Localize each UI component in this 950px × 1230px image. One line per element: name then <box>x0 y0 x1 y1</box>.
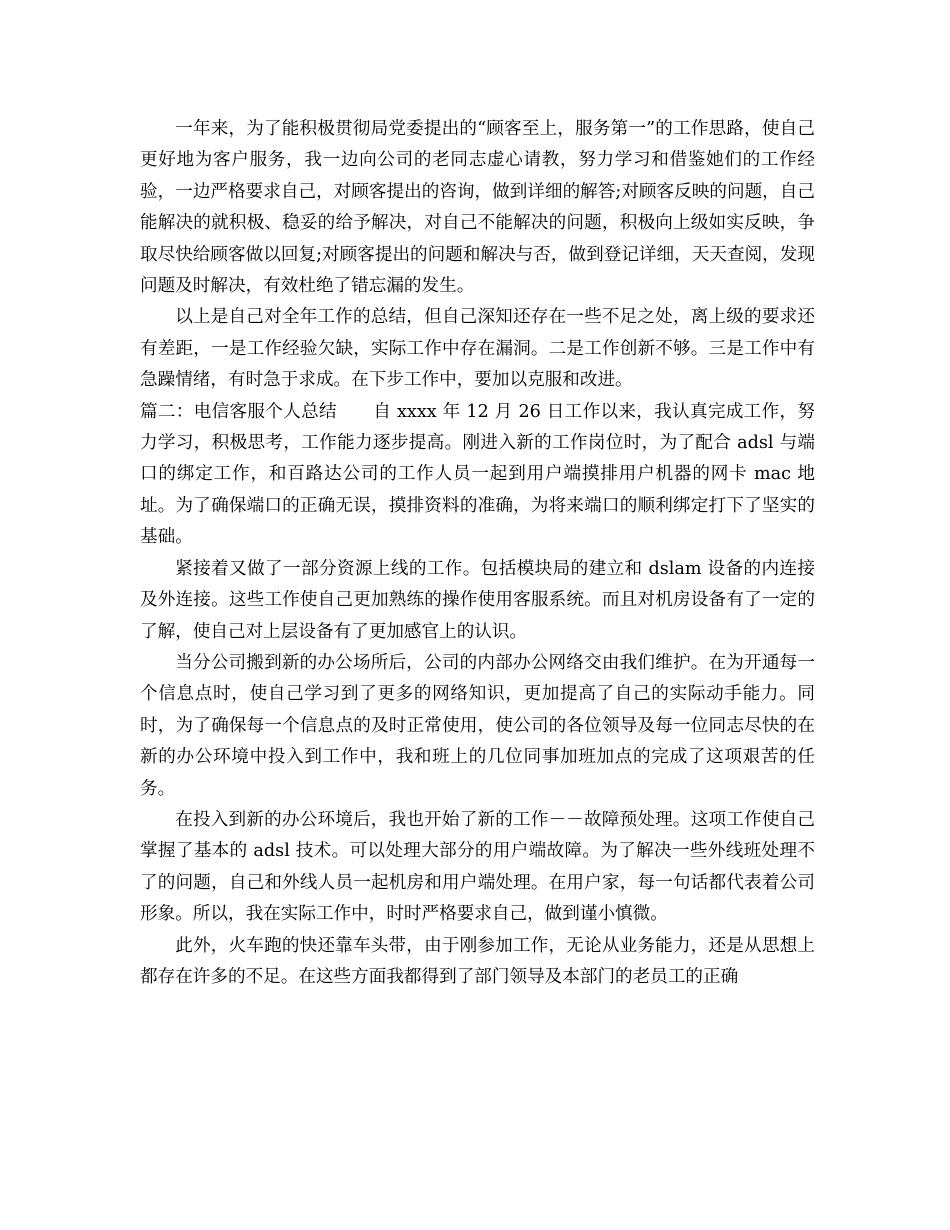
paragraph-fault-handling: 在投入到新的办公环境后，我也开始了新的工作－－故障预处理。这项工作使自己掌握了基本的 adsl 技术。可以处理大部分的用户端故障。为了解决一些外线班处理不了的问题，自己和外线人员一起机房和用户端处理。在用户家，每一句话都代表着公司形象。所以，我在实际工作中，时时严格要求自己，做到谨小慎微。 <box>140 809 815 925</box>
section-first-paragraph: 自 xxxx 年 12 月 26 日工作以来，我认真完成工作，努力学习，积极思考，工作能力逐步提高。刚进入新的工作岗位时，为了配合 adsl 与端口的绑定工作，和百路达公司的工作人员一起到用户端摸排用户机器的网卡 mac 地址。为了确保端口的正确无误，摸排资料的准确，为将来端口的顺利绑定打下了坚实的基础。 <box>140 401 815 548</box>
paragraph-resources-online: 紧接着又做了一部分资源上线的工作。包括模块局的建立和 dslam 设备的内连接及外连接。这些工作使自己更加熟练的操作使用客服系统。而且对机房设备有了一定的了解，使自己对上层设备有了更加感官上的认识。 <box>140 558 815 642</box>
paragraph-work-approach: 一年来，为了能积极贯彻局党委提出的“顾客至上，服务第一”的工作思路，使自己更好地为客户服务，我一边向公司的老同志虚心请教，努力学习和借鉴她们的工作经验，一边严格要求自己，对顾客提出的咨询，做到详细的解答;对顾客反映的问题，自己能解决的就积极、稳妥的给予解决，对自己不能解决的问题，积极向上级如实反映，争取尽快给顾客做以回复;对顾客提出的问题和解决与否，做到登记详细，天天查阅，发现问题及时解决，有效杜绝了错忘漏的发生。 <box>140 119 815 297</box>
paragraph-learning: 此外，火车跑的快还靠车头带，由于刚参加工作，无论从业务能力，还是从思想上都存在许多的不足。在这些方面我都得到了部门领导及本部门的老员工的正确 <box>140 935 815 987</box>
document-page <box>140 114 815 993</box>
paragraph-office-network: 当分公司搬到新的办公场所后，公司的内部办公网络交由我们维护。在为开通每一个信息点时，使自己学习到了更多的网络知识，更加提高了自己的实际动手能力。同时，为了确保每一个信息点的及时正常使用，使公司的各位领导及每一位同志尽快的在新的办公环境中投入到工作中，我和班上的几位同事加班加点的完成了这项艰苦的任务。 <box>140 652 815 799</box>
section-heading: 篇二：电信客服个人总结 <box>140 401 337 422</box>
paragraph-shortcomings: 以上是自己对全年工作的总结，但自己深知还存在一些不足之处，离上级的要求还有差距，一是工作经验欠缺，实际工作中存在漏洞。二是工作创新不够。三是工作中有急躁情绪，有时急于求成。在下步工作中，要加以克服和改进。 <box>140 307 815 391</box>
section-two <box>140 397 815 554</box>
